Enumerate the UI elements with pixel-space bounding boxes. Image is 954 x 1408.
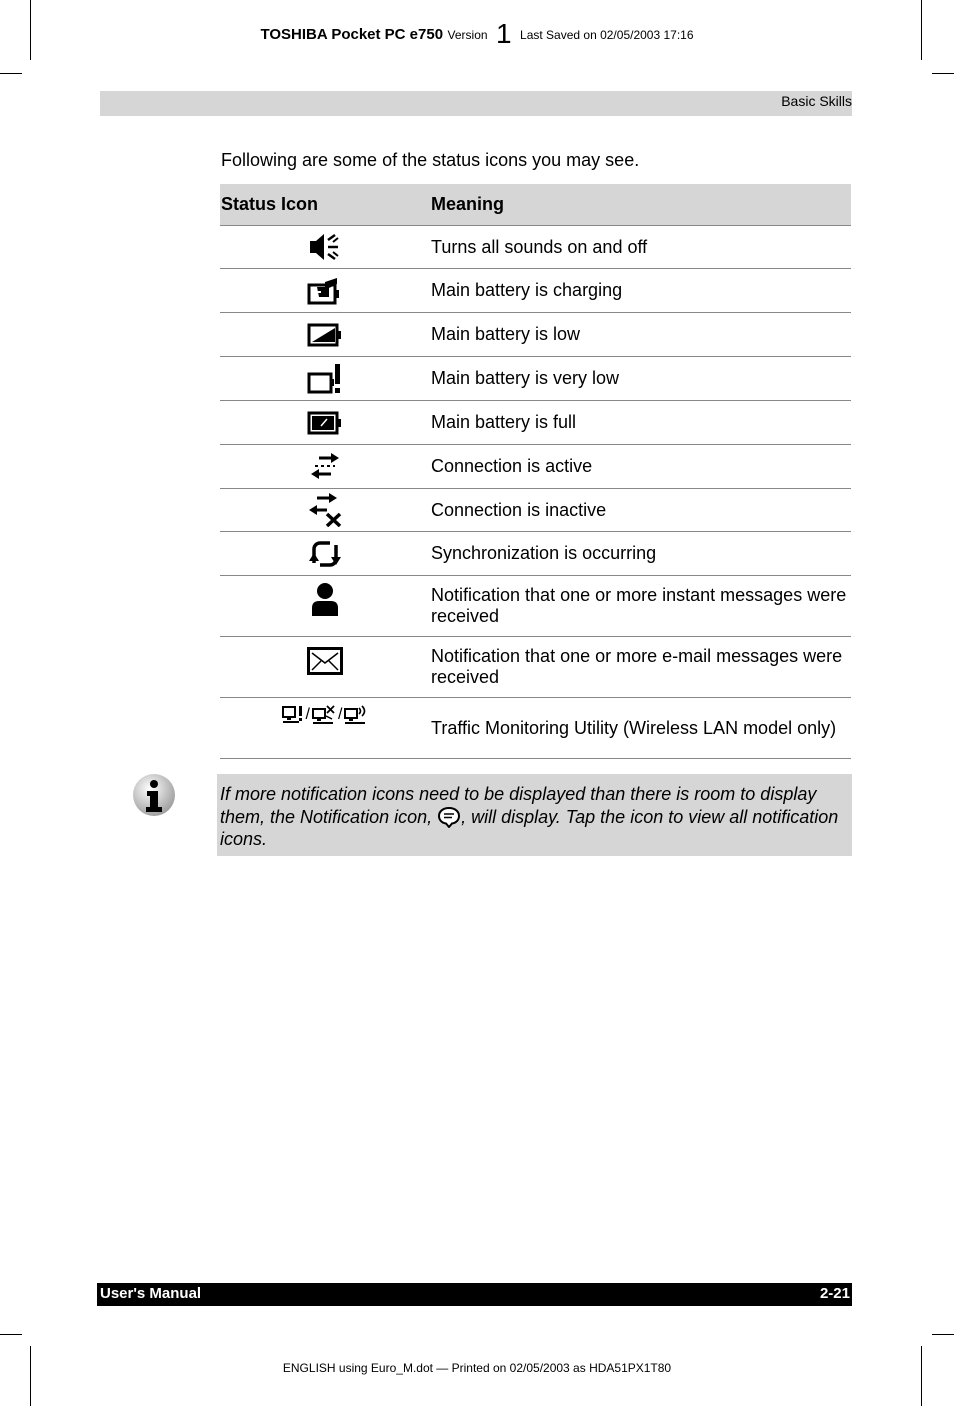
column-header-meaning: Meaning (430, 184, 851, 226)
product-name: TOSHIBA Pocket PC e750 (260, 26, 444, 43)
intro-text: Following are some of the status icons you may see. (221, 150, 640, 170)
table-row (220, 532, 851, 576)
instant-message-icon (310, 582, 340, 618)
speaker-icon (308, 232, 342, 262)
meaning-cell: Connection is active (430, 445, 851, 489)
meaning-cell: Synchronization is occurring (430, 532, 851, 576)
crop-mark (0, 73, 22, 74)
traffic-monitoring-icons: / / (282, 704, 369, 724)
battery-full-icon (307, 409, 343, 437)
table-row (220, 269, 851, 313)
table-row (220, 576, 851, 637)
meaning-cell: Notification that one or more e-mail messages were received (430, 637, 851, 698)
crop-mark (932, 73, 954, 74)
note-text-before: If more notification icons need to be displayed than there is room to display them, the Notification icon, (220, 784, 817, 827)
connection-active-icon (309, 452, 341, 482)
version-label: Version (447, 28, 488, 42)
table-row (220, 226, 851, 269)
meaning-cell: Connection is inactive (430, 489, 851, 532)
page-number: 2-21 (819, 1285, 850, 1302)
note-text-after: , will display. Tap the icon to view all notification icons. (220, 806, 839, 849)
traffic-signal-icon (344, 705, 368, 725)
print-info: ENGLISH using Euro_M.dot — Printed on 02/05/2003 as HDA51PX1T80 (282, 1361, 672, 1375)
battery-very-low-icon (307, 362, 343, 396)
battery-low-icon (307, 321, 343, 349)
note-box (217, 774, 852, 856)
last-saved: Last Saved on 02/05/2003 17:16 (520, 28, 694, 42)
table-row (220, 445, 851, 489)
version-number: 1 (496, 18, 512, 49)
footer-bar (97, 1283, 852, 1306)
sync-icon (308, 539, 342, 569)
crop-mark (921, 1346, 922, 1406)
table-row (220, 313, 851, 357)
table-row (220, 401, 851, 445)
crop-mark (932, 1334, 954, 1335)
traffic-disconnected-icon (312, 705, 336, 725)
column-header-status-icon: Status Icon (220, 184, 430, 226)
footer-manual-title: User's Manual (100, 1285, 202, 1302)
info-icon (131, 774, 179, 818)
table-row (220, 637, 851, 698)
notification-icon (437, 806, 461, 828)
status-icon-table (220, 184, 851, 759)
table-header-row (220, 184, 851, 226)
table-row (220, 357, 851, 401)
email-icon (307, 647, 343, 675)
meaning-cell: Main battery is full (430, 401, 851, 445)
meaning-cell: Turns all sounds on and off (430, 226, 851, 269)
traffic-warning-icon (282, 705, 304, 725)
battery-charging-icon (307, 275, 343, 307)
meaning-cell: Notification that one or more instant messages were received (430, 576, 851, 637)
document-header (0, 18, 954, 50)
meaning-cell: Traffic Monitoring Utility (Wireless LAN model only) (430, 698, 851, 759)
meaning-cell: Main battery is very low (430, 357, 851, 401)
table-row (220, 489, 851, 532)
meaning-cell: Main battery is charging (430, 269, 851, 313)
section-title: Basic Skills (781, 93, 852, 109)
connection-inactive-icon (307, 493, 343, 527)
meaning-cell: Main battery is low (430, 313, 851, 357)
section-bar (100, 91, 852, 116)
crop-mark (0, 1334, 22, 1335)
table-row (220, 698, 851, 759)
crop-mark (30, 1346, 31, 1406)
